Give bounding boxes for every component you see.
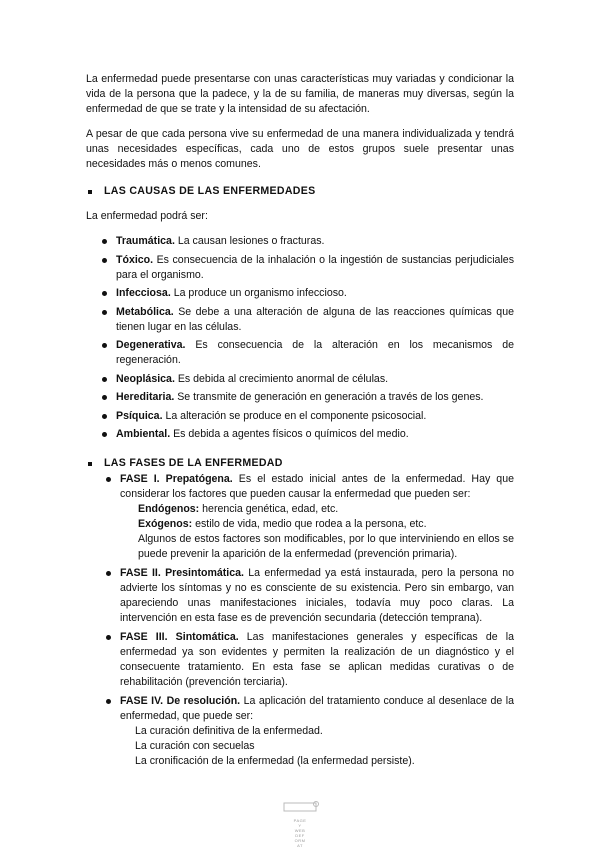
cause-term: Degenerativa. xyxy=(116,339,186,351)
cause-text: La produce un organismo infeccioso. xyxy=(170,287,347,299)
cause-term: Psíquica. xyxy=(116,409,163,422)
phase-term: FASE II. Presintomática. xyxy=(120,567,244,579)
stamp-text: AT xyxy=(297,843,303,848)
list-item xyxy=(86,372,514,387)
bullet-icon xyxy=(106,635,111,640)
square-bullet-icon xyxy=(88,462,92,466)
stamp-text: WEB xyxy=(294,828,306,833)
list-item xyxy=(86,390,514,405)
endogenous-line xyxy=(120,502,514,517)
cause-text: Se debe a una alteración de alguna de las reacciones químicas que tienen lugar en las células. xyxy=(116,305,514,333)
outcome-line: La curación definitiva de la enfermedad. xyxy=(135,725,323,737)
cause-text: Se transmite de generación en generación a través de los genes. xyxy=(174,391,484,403)
cause-term: Ambiental. xyxy=(116,428,171,440)
bullet-icon xyxy=(102,343,107,348)
stamp-text: Y xyxy=(298,823,302,828)
exo-term: Exógenos: xyxy=(138,518,193,530)
phase-2-item xyxy=(86,566,514,626)
bullet-icon xyxy=(102,432,107,437)
cause-text: Es consecuencia de la alteración en los mecanismos de regeneración. xyxy=(116,339,514,366)
list-item xyxy=(86,286,514,301)
cause-text: La causan lesiones o fracturas. xyxy=(174,235,325,247)
phase-term: FASE I. Prepatógena. xyxy=(120,473,233,485)
cause-term: Tóxico. xyxy=(116,253,154,266)
stamp-icon xyxy=(278,801,322,813)
bullet-icon xyxy=(106,571,111,576)
exo-text: estilo de vida, medio que rodea a la persona, etc. xyxy=(192,518,427,530)
list-item xyxy=(86,253,514,283)
bullet-icon xyxy=(102,291,107,296)
phase-term: FASE III. Sintomática. xyxy=(120,631,239,643)
causes-intro: La enfermedad podrá ser: xyxy=(86,210,208,222)
bullet-icon xyxy=(106,477,111,482)
intro-paragraph-2: A pesar de que cada persona vive su enfermedad de una manera individualizada y tendrá unas necesidades específicas, cada uno de estos grupos suele presentar unas necesidades más o menos comunes. xyxy=(86,128,514,170)
exogenous-line xyxy=(120,517,514,532)
stamp-text: DEF xyxy=(295,833,305,838)
phases-heading xyxy=(86,456,514,471)
phase-3-item xyxy=(86,630,514,690)
list-item xyxy=(86,234,514,249)
list-item xyxy=(86,409,514,424)
phase-text: La aplicación del tratamiento conduce al desenlace de la enfermedad, que puede ser: xyxy=(120,695,514,722)
list-item xyxy=(86,338,514,368)
prevention-note: Algunos de estos factores son modificables, por lo que interviniendo en ellos se puede prevenir la aparición de la enfermedad (prevención primaria). xyxy=(138,533,514,560)
phases-list xyxy=(86,472,514,769)
bullet-icon xyxy=(106,699,111,704)
outcome-line: La curación con secuelas xyxy=(135,740,255,752)
bullet-icon xyxy=(102,258,107,263)
phase-4-item xyxy=(86,694,514,769)
bullet-icon xyxy=(102,239,107,244)
list-item xyxy=(86,427,514,442)
endo-term: Endógenos: xyxy=(138,503,200,515)
phase-term: FASE IV. De resolución. xyxy=(120,695,241,707)
stamp-text: PAGE xyxy=(293,818,307,823)
cause-term: Neoplásica. xyxy=(116,372,175,385)
bullet-icon xyxy=(102,377,107,382)
cause-text: Es consecuencia de la inhalación o la ingestión de sustancias perjudiciales para el organismo. xyxy=(116,253,514,281)
causes-heading-text: LAS CAUSAS DE LAS ENFERMEDADES xyxy=(104,185,316,197)
square-bullet-icon xyxy=(88,190,92,194)
document-page xyxy=(86,72,514,773)
bullet-icon xyxy=(102,310,107,315)
cause-text: La alteración se produce en el componente psicosocial. xyxy=(162,409,427,422)
endo-text: herencia genética, edad, etc. xyxy=(199,503,339,515)
causes-heading xyxy=(86,184,514,199)
watermark-stamp xyxy=(278,800,322,848)
phase-text: Es el estado inicial antes de la enfermedad. Hay que considerar los factores que pueden causar la enfermedad que pueden ser: xyxy=(120,473,514,500)
phases-heading-text: LAS FASES DE LA ENFERMEDAD xyxy=(104,457,283,469)
causes-list xyxy=(86,234,514,442)
cause-term: Hereditaria. xyxy=(116,391,175,403)
cause-term: Metabólica. xyxy=(116,305,174,318)
bullet-icon xyxy=(102,414,107,419)
phase-text: La enfermedad ya está instaurada, pero la persona no advierte los síntomas y no es consciente de su existencia. Pero sin embargo, van apareciendo unas manifestaciones iniciales, todavía muy poco claras. La intervención en esta fase es de prevención secundaria (detección temprana). xyxy=(120,567,514,624)
stamp-text: ORM xyxy=(294,838,306,843)
cause-term: Infecciosa. xyxy=(116,287,171,299)
phase-text: Las manifestaciones generales y específicas de la enfermedad ya son evidentes y permiten la realización de un diagnóstico y el consecuente tratamiento. En esta fase se aplican medidas curativas o de rehabilitación (prevención terciaria). xyxy=(120,631,514,688)
cause-term: Traumática. xyxy=(116,235,175,247)
intro-paragraph-1: La enfermedad puede presentarse con unas características muy variadas y condicionar la vida de la persona que la padece, y la de su familia, de maneras muy diversas, según la enfermedad de que se trate y la intensidad de su afectación. xyxy=(86,73,514,115)
list-item xyxy=(86,305,514,335)
cause-text: Es debida a agentes físicos o químicos del medio. xyxy=(170,428,409,440)
cause-text: Es debida al crecimiento anormal de células. xyxy=(174,372,389,385)
phase-1-item xyxy=(86,472,514,562)
outcome-line: La cronificación de la enfermedad (la enfermedad persiste). xyxy=(135,755,415,767)
bullet-icon xyxy=(102,395,107,400)
